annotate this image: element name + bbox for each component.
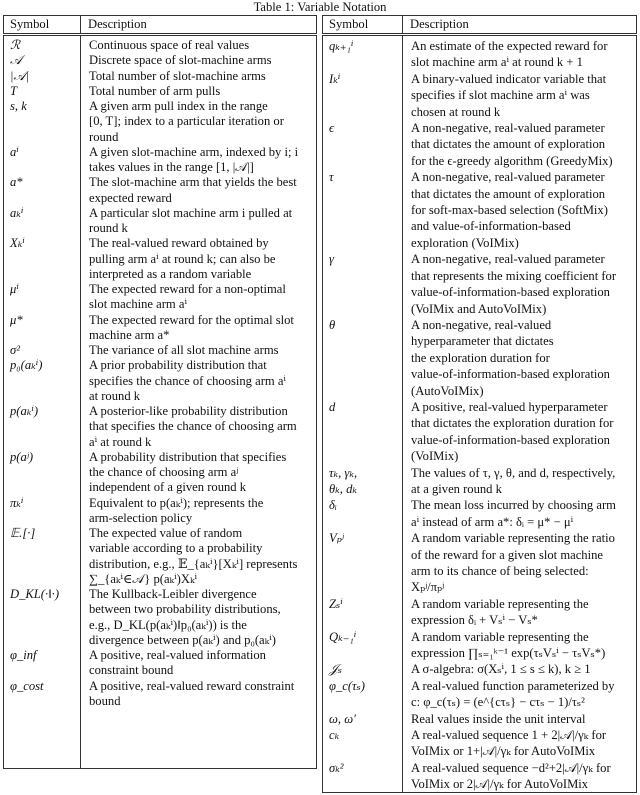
symbol-cell: πₖⁱ bbox=[10, 495, 24, 510]
description-cell bbox=[82, 587, 281, 648]
description-line: specifies the chance of choosing arm aⁱ bbox=[89, 373, 286, 388]
description-line: A real-valued sequence −d²+2|𝒜|/γₖ for bbox=[411, 760, 611, 775]
description-cell bbox=[404, 71, 606, 120]
description-line: value-of-information-based exploration bbox=[411, 432, 610, 447]
symbol-cell: aⁱ bbox=[10, 144, 19, 159]
symbol-cell: Xₖⁱ bbox=[10, 236, 25, 251]
description-line: A probability distribution that specifies bbox=[89, 449, 287, 464]
description-cell bbox=[82, 450, 286, 496]
column-divider bbox=[80, 16, 81, 33]
symbol-cell: a* bbox=[10, 175, 23, 190]
description-cell bbox=[404, 169, 608, 251]
description-line: Continuous space of real values bbox=[89, 38, 250, 52]
description-line: that specifies the chance of choosing arm bbox=[89, 419, 297, 434]
left-table-header bbox=[3, 15, 317, 34]
symbol-cell: τₖ, γₖ, θₖ, dₖ bbox=[329, 465, 358, 496]
description-cell bbox=[404, 399, 613, 465]
notation-row bbox=[4, 526, 316, 587]
description-line: bound bbox=[89, 693, 121, 708]
notation-row bbox=[323, 465, 636, 498]
symbol-cell: |𝒜| bbox=[10, 68, 29, 83]
description-column-header: Description bbox=[88, 17, 147, 31]
notation-row bbox=[323, 727, 636, 760]
symbol-cell: σₖ² bbox=[329, 760, 344, 775]
notation-row bbox=[323, 661, 636, 677]
description-line: independent of a given round k bbox=[89, 480, 247, 495]
symbol-cell: 𝒜 bbox=[10, 53, 22, 68]
description-cell bbox=[404, 317, 610, 399]
symbol-cell: φ_c(τₛ) bbox=[329, 678, 365, 693]
description-line: specifies if slot machine arm aⁱ was bbox=[411, 88, 590, 103]
notation-row bbox=[4, 450, 316, 496]
symbol-cell: qₖ₊₁ⁱ bbox=[329, 39, 354, 53]
description-line: The values of τ, γ, θ, and d, respectively, bbox=[411, 465, 616, 480]
notation-row bbox=[323, 678, 636, 711]
notation-row bbox=[4, 313, 316, 344]
description-line: A non-negative, real-valued parameter bbox=[411, 252, 605, 267]
description-line: A given arm pull index in the range bbox=[89, 99, 268, 113]
description-line: arm-selection policy bbox=[89, 510, 193, 525]
description-line: between two probability distributions, bbox=[89, 602, 281, 617]
description-cell bbox=[404, 465, 615, 498]
description-line: A non-negative, real-valued bbox=[411, 317, 552, 332]
description-cell bbox=[404, 760, 611, 793]
notation-row bbox=[4, 404, 316, 450]
notation-row bbox=[4, 99, 316, 145]
description-line: constraint bound bbox=[89, 663, 174, 678]
description-line: VoIMix or 2|𝒜|/γₖ for AutoVoIMix bbox=[411, 777, 589, 792]
notation-row bbox=[323, 399, 636, 465]
symbol-cell: Vₚʲ bbox=[329, 531, 344, 546]
description-cell bbox=[404, 678, 615, 711]
description-line: ∑_{aₖⁱ∈𝒜} p(aₖⁱ)Xₖⁱ bbox=[89, 571, 198, 586]
symbol-cell: cₖ bbox=[329, 728, 340, 743]
description-line: pulling arm aⁱ at round k; can also be bbox=[89, 251, 276, 266]
description-cell bbox=[404, 120, 613, 169]
notation-row bbox=[323, 71, 636, 120]
description-line: (AutoVoIMix) bbox=[411, 383, 484, 398]
description-cell bbox=[82, 145, 298, 176]
description-line: that dictates the exploration duration for bbox=[411, 416, 614, 431]
description-column-header: Description bbox=[410, 17, 469, 31]
description-line: takes values in the range [1, |𝒜|] bbox=[89, 160, 254, 174]
description-line: A positive, real-valued information bbox=[89, 648, 266, 662]
description-line: An estimate of the expected reward for bbox=[411, 39, 608, 53]
description-line: at a given round k bbox=[411, 481, 502, 496]
symbol-cell: Zₛⁱ bbox=[329, 596, 343, 611]
description-line: that represents the mixing coefficient for bbox=[411, 268, 617, 283]
notation-row bbox=[323, 711, 636, 727]
left-notation-table bbox=[3, 35, 317, 769]
description-line: variable according to a probability bbox=[89, 541, 263, 556]
symbol-cell: d bbox=[329, 399, 336, 414]
symbol-cell: ω, ω′ bbox=[329, 711, 356, 726]
description-line: A real-valued sequence 1 + 2|𝒜|/γₖ for bbox=[411, 728, 607, 743]
description-line: Total number of slot-machine arms bbox=[89, 68, 266, 83]
symbol-cell: μⁱ bbox=[10, 282, 19, 296]
symbol-cell: μ* bbox=[10, 312, 23, 327]
description-line: A particular slot machine arm i pulled at bbox=[89, 205, 293, 220]
description-line: distribution, e.g., 𝔼_{aₖⁱ}[Xₖⁱ] represents bbox=[89, 556, 298, 571]
symbol-cell: aₖⁱ bbox=[10, 205, 24, 220]
description-line: slot machine arm aⁱ at round k + 1 bbox=[411, 55, 583, 70]
description-line: hyperparameter that dictates bbox=[411, 334, 554, 349]
description-line: (VoIMix and AutoVoIMix) bbox=[411, 301, 547, 316]
description-line: for the ϵ-greedy algorithm (GreedyMix) bbox=[411, 153, 613, 168]
description-line: round k bbox=[89, 221, 128, 235]
description-line: expected reward bbox=[89, 190, 172, 205]
description-line: value-of-information-based exploration bbox=[411, 367, 610, 382]
description-cell bbox=[82, 496, 263, 527]
notation-row bbox=[4, 587, 316, 648]
symbol-cell: p₀(aₖⁱ) bbox=[10, 358, 43, 373]
symbol-cell: 𝒥ₛ bbox=[329, 662, 342, 677]
notation-row bbox=[4, 648, 316, 679]
symbol-cell: ϵ bbox=[329, 121, 335, 136]
description-line: exploration (VoIMix) bbox=[411, 235, 519, 250]
symbol-cell: θ bbox=[329, 317, 336, 332]
description-line: for soft-max-based selection (SoftMix) bbox=[411, 203, 608, 218]
description-line: the chance of choosing arm aʲ bbox=[89, 465, 239, 479]
description-line: arm to its chance of being selected: bbox=[411, 564, 589, 578]
description-line: The expected reward for the optimal slot bbox=[89, 312, 294, 327]
notation-row bbox=[323, 497, 636, 530]
description-cell bbox=[404, 497, 616, 530]
description-line: at round k bbox=[89, 388, 141, 403]
notation-row bbox=[4, 175, 316, 206]
description-line: the exploration duration for bbox=[411, 350, 550, 365]
description-line: interpreted as a random variable bbox=[89, 266, 252, 281]
description-line: A posterior-like probability distribution bbox=[89, 404, 288, 418]
symbol-cell: T bbox=[10, 83, 18, 98]
table-caption: Table 1: Variable Notation bbox=[253, 0, 387, 14]
description-line: that dictates the amount of exploration bbox=[411, 137, 606, 152]
column-divider bbox=[402, 16, 403, 33]
description-cell bbox=[404, 629, 605, 662]
description-cell bbox=[404, 530, 615, 596]
notation-row bbox=[4, 69, 316, 84]
description-cell bbox=[82, 69, 266, 84]
description-line: A non-negative, real-valued parameter bbox=[411, 121, 605, 136]
symbol-cell: Qₖ₋₁ⁱ bbox=[329, 629, 357, 644]
right-table-header bbox=[322, 15, 637, 34]
symbol-cell: s, k bbox=[10, 99, 27, 113]
symbol-column-header: Symbol bbox=[329, 17, 369, 31]
description-line: Xₚʲ/πₚʲ bbox=[411, 580, 444, 595]
description-line: A non-negative, real-valued parameter bbox=[411, 170, 605, 185]
description-cell bbox=[82, 175, 297, 206]
description-cell bbox=[82, 679, 294, 710]
description-line: (VoIMix) bbox=[411, 449, 459, 464]
description-line: A given slot-machine arm, indexed by i; i bbox=[89, 144, 299, 159]
description-line: e.g., D_KL(p(aₖⁱ)‖p₀(aₖⁱ)) is the bbox=[89, 617, 247, 632]
description-line: A random variable representing the ratio bbox=[411, 531, 615, 546]
notation-row bbox=[323, 760, 636, 793]
symbol-cell: σ² bbox=[10, 343, 20, 357]
description-cell bbox=[82, 404, 297, 450]
description-cell bbox=[82, 343, 279, 358]
description-cell bbox=[82, 648, 266, 679]
description-line: expression ∏ₛ₌₁ᵏ⁻¹ exp(τₛVₛⁱ − τₛVₛ*) bbox=[411, 646, 606, 661]
description-line: A σ-algebra: σ(Xₛⁱ, 1 ≤ s ≤ k), k ≥ 1 bbox=[411, 662, 591, 677]
description-cell bbox=[82, 206, 292, 237]
notation-row bbox=[4, 358, 316, 404]
symbol-cell: φ_inf bbox=[10, 648, 37, 662]
description-cell bbox=[82, 282, 286, 313]
description-line: expression δᵢ + Vₛⁱ − Vₛ* bbox=[411, 613, 538, 628]
description-line: [0, T]; index to a particular iteration or bbox=[89, 114, 284, 129]
symbol-cell: p(aₖⁱ) bbox=[10, 404, 39, 418]
notation-row bbox=[323, 169, 636, 251]
notation-row bbox=[4, 84, 316, 99]
notation-row bbox=[4, 282, 316, 313]
description-line: Discrete space of slot-machine arms bbox=[89, 53, 272, 68]
symbol-cell: ℛ bbox=[10, 38, 21, 52]
description-cell bbox=[82, 84, 220, 99]
description-line: VoIMix or 1+|𝒜|/γₖ for AutoVoIMix bbox=[411, 744, 596, 759]
symbol-column-header: Symbol bbox=[10, 17, 50, 31]
symbol-cell: φ_cost bbox=[10, 678, 44, 693]
symbol-cell: D_KL(·‖·) bbox=[10, 587, 60, 601]
right-notation-table bbox=[322, 35, 637, 793]
notation-row bbox=[323, 596, 636, 629]
description-line: The variance of all slot machine arms bbox=[89, 343, 279, 357]
description-cell bbox=[404, 711, 586, 727]
description-line: slot machine arm aⁱ bbox=[89, 297, 188, 312]
description-line: A prior probability distribution that bbox=[89, 358, 267, 373]
description-line: of the reward for a given slot machine bbox=[411, 547, 603, 562]
notation-row bbox=[4, 145, 316, 176]
description-line: that dictates the amount of exploration bbox=[411, 186, 606, 201]
description-line: A positive, real-valued hyperparameter bbox=[411, 399, 608, 414]
notation-row bbox=[4, 343, 316, 358]
notation-row bbox=[4, 236, 316, 282]
description-line: The real-valued reward obtained by bbox=[89, 236, 269, 251]
description-line: divergence between p(aₖⁱ) and p₀(aₖⁱ) bbox=[89, 632, 276, 647]
description-line: machine arm a* bbox=[89, 327, 170, 342]
description-line: A random variable representing the bbox=[411, 596, 589, 611]
description-cell bbox=[404, 596, 589, 629]
symbol-cell: p(aʲ) bbox=[10, 449, 34, 464]
description-line: Equivalent to p(aₖⁱ); represents the bbox=[89, 495, 264, 510]
notation-row bbox=[323, 317, 636, 399]
notation-row bbox=[4, 679, 316, 710]
description-line: Total number of arm pulls bbox=[89, 83, 221, 98]
notation-row bbox=[4, 53, 316, 68]
description-line: A binary-valued indicator variable that bbox=[411, 71, 607, 86]
description-line: A real-valued function parameterized by bbox=[411, 678, 615, 693]
notation-row bbox=[323, 251, 636, 317]
notation-row bbox=[4, 206, 316, 237]
description-cell bbox=[82, 38, 249, 53]
description-cell bbox=[404, 251, 616, 317]
description-line: Real values inside the unit interval bbox=[411, 711, 586, 726]
description-cell bbox=[82, 53, 272, 68]
description-cell bbox=[82, 526, 297, 587]
symbol-cell: Iₖⁱ bbox=[329, 71, 341, 86]
description-cell bbox=[82, 358, 286, 404]
notation-row bbox=[323, 120, 636, 169]
description-cell bbox=[82, 99, 284, 145]
description-cell bbox=[404, 661, 591, 677]
description-line: The expected reward for a non-optimal bbox=[89, 282, 286, 296]
description-line: aⁱ instead of arm a*: δᵢ = μ* − μⁱ bbox=[411, 514, 574, 529]
description-cell bbox=[82, 236, 276, 282]
description-line: aⁱ at round k bbox=[89, 434, 152, 449]
notation-row bbox=[4, 38, 316, 53]
description-line: A positive, real-valued reward constraint bbox=[89, 678, 295, 693]
description-line: round bbox=[89, 129, 119, 144]
notation-row bbox=[323, 530, 636, 596]
description-cell bbox=[404, 38, 608, 71]
symbol-cell: γ bbox=[329, 252, 334, 267]
description-line: The slot-machine arm that yields the best bbox=[89, 175, 297, 190]
description-line: A random variable representing the bbox=[411, 629, 589, 644]
notation-row bbox=[323, 38, 636, 71]
description-line: chosen at round k bbox=[411, 104, 501, 119]
description-cell bbox=[82, 313, 294, 344]
description-cell bbox=[404, 727, 606, 760]
symbol-cell: δᵢ bbox=[329, 498, 337, 513]
description-line: The expected value of random bbox=[89, 526, 243, 540]
description-line: c: φ_c(τₛ) = (e^{cτₛ} − cτₛ − 1)/τₛ² bbox=[411, 695, 585, 710]
description-line: The mean loss incurred by choosing arm bbox=[411, 498, 616, 513]
symbol-cell: τ bbox=[329, 170, 334, 185]
description-line: value-of-information-based exploration bbox=[411, 285, 610, 300]
description-line: and value-of-information-based bbox=[411, 219, 571, 234]
notation-row bbox=[323, 629, 636, 662]
notation-row bbox=[4, 496, 316, 527]
description-line: The Kullback-Leibler divergence bbox=[89, 587, 257, 601]
symbol-cell: 𝔼.[·] bbox=[10, 526, 36, 540]
